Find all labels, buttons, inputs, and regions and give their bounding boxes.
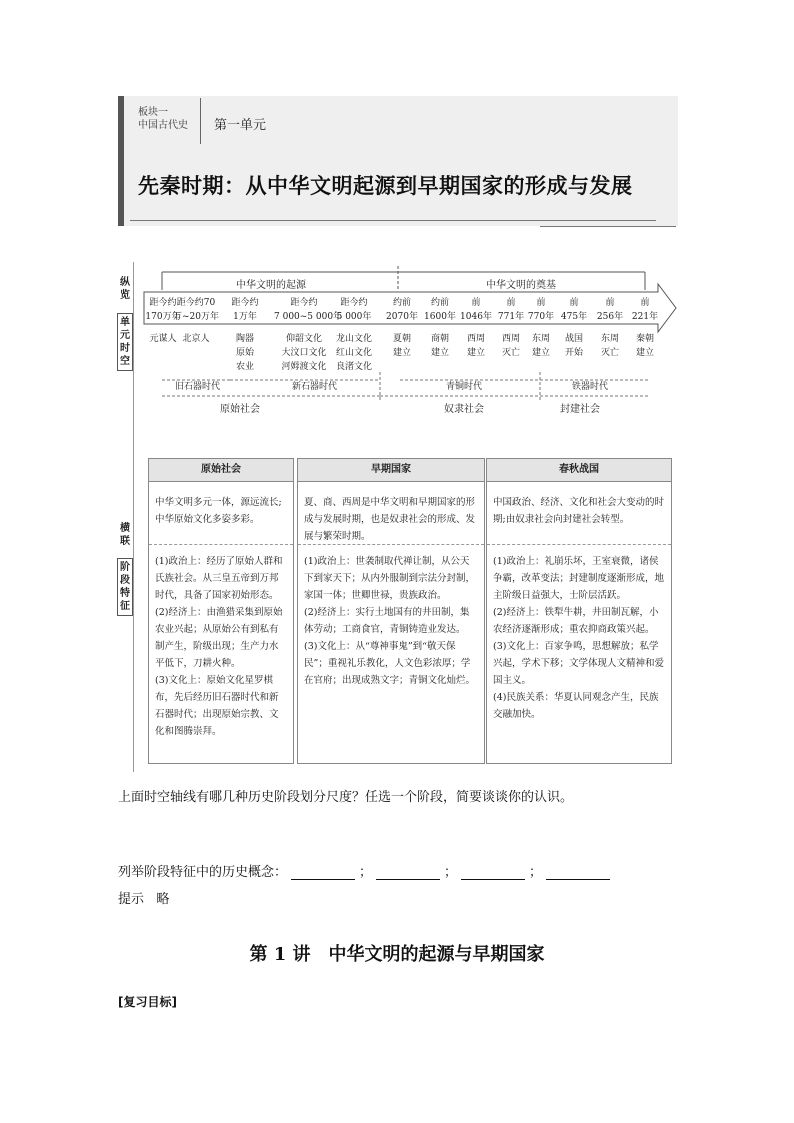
event-line: 建立 — [531, 348, 550, 358]
date-line: 221年 — [631, 312, 659, 322]
event-line: 秦朝 — [635, 334, 654, 344]
origin-label: 中华文明的起源 — [236, 280, 306, 291]
date-line: 1万年 — [233, 312, 257, 322]
tab-char: 览 — [120, 290, 130, 301]
card-intro: 中华文明多元一体，源远流长;中华原始文化多姿多彩。 — [155, 497, 282, 525]
event-line: 开始 — [564, 348, 583, 358]
answer-blank-1[interactable] — [291, 867, 355, 880]
date-line: 前 — [536, 298, 546, 308]
society-slave: 奴隶社会 — [444, 404, 484, 415]
card-point: (1)政治上：礼崩乐坏，王室衰微，诸侯争霸，改革变法；封建制度逐渐形成，地主阶级日益强大，士阶层活跃。 — [493, 556, 665, 601]
event-line: 红山文化 — [335, 348, 372, 358]
card-points — [487, 544, 671, 727]
answer-blank-3[interactable] — [461, 867, 525, 880]
tab-timespace — [117, 313, 133, 371]
date-line: 约前 — [430, 298, 449, 308]
tab-char: 单 — [120, 317, 130, 328]
feature-card — [297, 458, 485, 764]
page-title: 先秦时期：从中华文明起源到早期国家的形成与发展 — [138, 173, 633, 198]
answer-blank-2[interactable] — [376, 867, 440, 880]
card-point: (4)民族关系：华夏认同观念产生，民族交融加快。 — [493, 692, 659, 720]
timeline-date — [615, 296, 675, 324]
date-line: 前 — [605, 298, 615, 308]
block-label — [138, 106, 188, 132]
event-line: 商朝 — [430, 334, 449, 344]
date-line: 万~20万年 — [173, 312, 219, 322]
review-goal-label: [复习目标] — [118, 995, 177, 1009]
date-line: 距今约 — [290, 298, 318, 308]
date-line: 距今约70 — [176, 298, 216, 308]
event-line: 西周 — [501, 334, 520, 344]
date-line: 770年 — [527, 312, 555, 322]
feature-card — [486, 458, 672, 764]
timeline-date — [215, 296, 275, 324]
date-line: 7 000~5 000年 — [274, 312, 343, 322]
event-line: 元谋人 — [149, 334, 177, 344]
event-line: 东周 — [531, 334, 550, 344]
date-line: 前 — [506, 298, 516, 308]
timeline-event — [215, 332, 275, 374]
event-line: 建立 — [430, 348, 449, 358]
society-feudal: 封建社会 — [560, 404, 600, 415]
feature-card — [148, 458, 294, 764]
card-point: (1)政治上：世袭制取代禅让制，从公天下到家天下；从内外服制到宗法分封制，家国一体；世卿世禄，贵族政治。 — [304, 556, 476, 601]
tab-char: 特 — [120, 588, 130, 599]
era-iron: 铁器时代 — [572, 382, 609, 392]
question-2 — [118, 861, 614, 880]
tab-features — [117, 558, 133, 616]
card-title: 原始社会 — [149, 459, 293, 482]
event-line: 农业 — [235, 362, 254, 372]
block-line-2: 中国古代史 — [138, 120, 188, 131]
tab-char: 时 — [120, 343, 130, 354]
event-line: 建立 — [392, 348, 411, 358]
card-intro: 中国政治、经济、文化和社会大变动的时期;由奴隶社会向封建社会转型。 — [493, 497, 665, 525]
event-line: 建立 — [466, 348, 485, 358]
event-line: 北京人 — [182, 334, 210, 344]
event-line: 建立 — [635, 348, 654, 358]
card-point: (3)文化上：百家争鸣，思想解放；私学兴起，学术下移；文学体现人文精神和爱国主义。 — [493, 641, 665, 686]
event-line: 灭亡 — [501, 348, 520, 358]
tab-char: 空 — [120, 356, 130, 367]
date-line: 5 000年 — [336, 312, 372, 322]
event-line: 仰韶文化 — [285, 334, 322, 344]
tab-char: 段 — [120, 575, 130, 586]
event-line: 大汶口文化 — [281, 348, 327, 358]
tab-overview — [118, 276, 132, 302]
date-line: 约前 — [392, 298, 411, 308]
card-point: (3)文化上：原始文化星罗棋布，先后经历旧石器时代和新石器时代；出现原始宗教、文化和图腾崇拜。 — [155, 675, 279, 737]
date-line: 2070年 — [386, 312, 418, 322]
date-line: 距今约 — [340, 298, 368, 308]
unit-label: 第一单元 — [214, 118, 267, 133]
block-line-1: 板块一 — [138, 107, 168, 118]
header-background — [118, 96, 678, 226]
card-point: (2)经济上：由渔猎采集到原始农业兴起；从原始公有到私有制产生，阶级出现；生产力水平低下，刀耕火种。 — [155, 607, 283, 669]
era-paleolithic: 旧石器时代 — [175, 382, 221, 392]
tab-char: 纵 — [120, 277, 130, 288]
card-point: (3)文化上：从“尊神事鬼”到“敬天保民”；重视礼乐教化，人文色彩浓厚；学在官府；出现成熟文字；青铜文化灿烂。 — [304, 641, 476, 686]
event-line: 战国 — [564, 334, 583, 344]
lecture-title: 第 1 讲 中华文明的起源与早期国家 — [249, 944, 545, 965]
event-line: 良渚文化 — [335, 362, 372, 372]
timeline-event — [615, 332, 675, 360]
date-line: 256年 — [596, 312, 624, 322]
card-intro: 夏、商、西周是中华文明和早期国家的形成与发展时期，也是奴隶社会的形成、发展与繁荣时期。 — [304, 497, 476, 542]
era-neolithic: 新石器时代 — [292, 382, 338, 392]
event-line: 东周 — [600, 334, 619, 344]
question-2-text: 列举阶段特征中的历史概念： — [118, 865, 288, 880]
hint-value: 略 — [156, 892, 170, 907]
card-points — [149, 544, 293, 744]
answer-blank-4[interactable] — [546, 867, 610, 880]
header-rule-short — [540, 226, 676, 227]
date-line: 距今约 — [149, 298, 177, 308]
tab-char: 征 — [120, 601, 130, 612]
date-line: 距今约 — [231, 298, 259, 308]
header-rule — [130, 220, 656, 221]
question-1 — [118, 786, 573, 805]
header-accent-bar — [118, 96, 124, 226]
tab-char: 横 — [120, 523, 130, 534]
separator: ； — [444, 865, 458, 880]
card-points — [298, 544, 484, 693]
tab-char: 元 — [120, 330, 130, 341]
card-title: 春秋战国 — [487, 459, 671, 482]
tab-char: 阶 — [120, 562, 130, 573]
event-line: 西周 — [466, 334, 485, 344]
date-line: 前 — [569, 298, 579, 308]
card-point: (2)经济上：铁犁牛耕，井田制瓦解，小农经济逐渐形成；重农抑商政策兴起。 — [493, 607, 659, 635]
card-title: 早期国家 — [298, 459, 484, 482]
separator: ； — [529, 865, 543, 880]
event-line: 陶器 — [235, 334, 254, 344]
separator: ； — [359, 865, 373, 880]
tab-char: 联 — [120, 536, 130, 547]
header-divider — [200, 98, 201, 144]
question-1-text: 上面时空轴线有哪几种历史阶段划分尺度？任选一个阶段，简要谈谈你的认识。 — [118, 790, 574, 805]
society-primitive: 原始社会 — [220, 404, 260, 415]
card-point: (2)经济上：实行土地国有的井田制，集体劳动；工商食官，青铜铸造业发达。 — [304, 607, 470, 635]
event-line: 夏朝 — [392, 334, 411, 344]
date-line: 前 — [471, 298, 481, 308]
event-line: 灭亡 — [600, 348, 619, 358]
foundation-label: 中华文明的奠基 — [486, 280, 556, 291]
date-line: 1046年 — [460, 312, 492, 322]
date-line: 475年 — [560, 312, 588, 322]
event-line: 河姆渡文化 — [281, 362, 327, 372]
era-bronze: 青铜时代 — [446, 382, 483, 392]
hint — [118, 888, 169, 907]
date-line: 前 — [640, 298, 650, 308]
date-line: 771年 — [497, 312, 525, 322]
date-line: 170万年 — [145, 312, 181, 322]
event-line: 原始 — [235, 348, 254, 358]
card-point: (1)政治上：经历了原始人群和氏族社会。从三皇五帝到万邦时代，具备了国家初始形态。 — [155, 556, 283, 601]
event-line: 龙山文化 — [335, 334, 372, 344]
date-line: 1600年 — [424, 312, 456, 322]
tab-horizontal — [118, 522, 132, 548]
hint-label: 提示 — [118, 892, 145, 907]
